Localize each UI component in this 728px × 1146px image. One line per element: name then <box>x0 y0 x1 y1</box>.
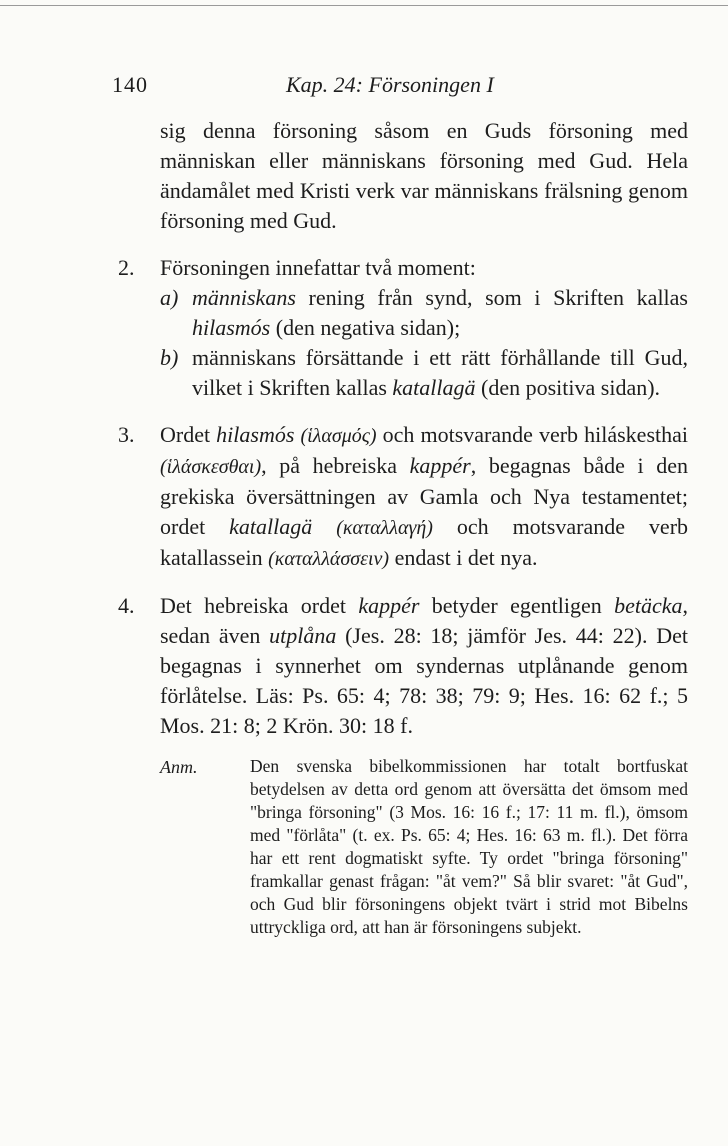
item-4 <box>118 591 688 741</box>
greek-hilaskesthai: (ἱλάσκεσθαι) <box>160 456 262 478</box>
item-4-text: Det hebreiska ordet kappér betyder egentligen betäcka, sedan även utplåna (Jes. 28: 18; jämför Jes. 44: 22). Det begagnas i synnerhet om syndernas utplånande genom förlåtelse. Läs: Ps. 65: 4; 78: 38; 79: 9; Hes. 16: 62 f.; 5 Mos. 21: 8; 2 Krön. 30: 18 f. <box>160 593 689 738</box>
intro-paragraph: sig denna försoning såsom en Guds försoning med människan eller människans försoning med Gud. Hela ändamålet med Kristi verk var människans frälsning genom försoning med Gud. <box>160 118 688 233</box>
item-3-number: 3. <box>118 422 135 447</box>
footnote-text: Den svenska bibelkommissionen har totalt bortfuskat betydelsen av detta ord genom att översätta det ömsom med "bringa försoning" (3 Mos. 16: 16 f.; 17: 11 m. fl.), ömsom med "förlåta" (t. ex. Ps. 65: 4; Hes. 16: 63 m. fl.). Det förra har ett rent dogmatiskt syfte. Ty ordet "bringa försoning" framkallar genast frågan: "åt vem?" Så blir svaret: "åt Gud", och Gud blir försoningens objekt tvärt i strid mot Bibelns uttryckliga ord, att han är försoningens subjekt. <box>250 756 688 937</box>
item-2 <box>118 253 688 403</box>
page-number: 140 <box>112 72 148 97</box>
item-2-text: Försoningen innefattar två moment: <box>160 255 476 280</box>
item-2a-label: a) <box>160 285 179 310</box>
term-hilasmos: hilasmós <box>192 315 271 340</box>
term-manniskans: människans <box>192 285 296 310</box>
item-4-number: 4. <box>118 593 135 618</box>
greek-katallage: (καταλλαγή) <box>336 517 433 539</box>
page-body <box>118 116 688 939</box>
top-rule <box>0 5 728 6</box>
greek-katallassein: (καταλλάσσειν) <box>268 548 390 570</box>
term-katallaga: katallagä <box>392 375 476 400</box>
item-3-text: Ordet hilasmós (ἱλασμός) och motsvarande verb hiláskesthai (ἱλάσκεσθαι), på hebreiska kappér, begagnas både i den grekiska översättningen av Gamla och Nya testamentet; ordet katallagä (καταλλαγή) och motsvarande verb katallassein (καταλλάσσειν) endast i det nya. <box>160 422 689 570</box>
running-title: Kap. 24: Försoningen I <box>286 72 494 97</box>
term-utplana: utplåna <box>269 623 337 648</box>
item-2b-label: b) <box>160 345 179 370</box>
greek-hilasmos: (ἱλασμός) <box>300 425 377 447</box>
page-header <box>0 72 728 102</box>
term-katallaga-2: katallagä <box>229 514 313 539</box>
term-hilasmos-2: hilasmós <box>216 422 295 447</box>
term-kapper: kappér <box>409 453 471 478</box>
footnote-label: Anm. <box>160 757 198 777</box>
item-2a-content: människans rening från synd, som i Skriften kallas hilasmós (den negativa sidan); <box>192 285 688 340</box>
item-2a <box>160 283 688 343</box>
footnote-anm <box>160 755 688 939</box>
item-2b <box>160 343 688 403</box>
term-betacka: betäcka <box>614 593 683 618</box>
item-2-number: 2. <box>118 255 135 280</box>
term-kapper-2: kappér <box>358 593 420 618</box>
item-3 <box>118 420 688 574</box>
item-2b-content: människans försättande i ett rätt förhållande till Gud, vilket i Skriften kallas katallagä (den positiva sidan). <box>192 345 688 400</box>
